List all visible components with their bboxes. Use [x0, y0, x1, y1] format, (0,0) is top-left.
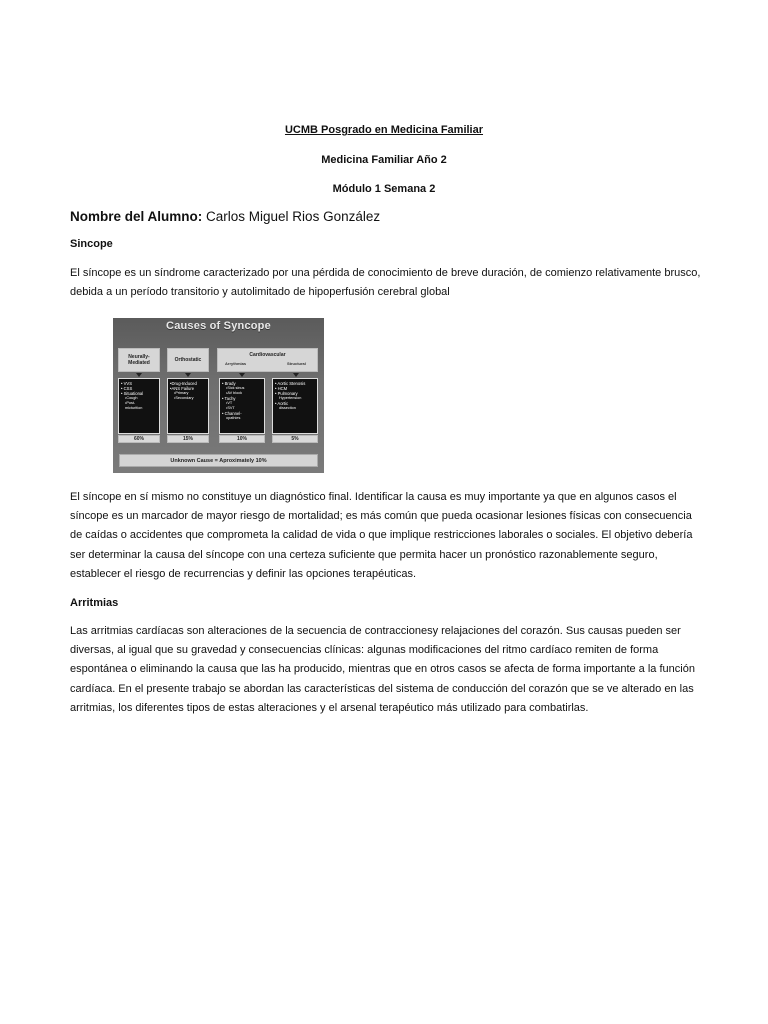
list-item: • Pulmonary [275, 391, 298, 396]
student-line [70, 209, 380, 224]
list-item: • Channel- [222, 411, 242, 416]
list-subitem: •Primary [174, 391, 189, 395]
percent-neurally-mediated: 60% [118, 435, 160, 443]
list-subitem: •SVT [226, 406, 235, 410]
arrythmias-box [219, 378, 265, 434]
percent-arrythmias: 10% [219, 435, 265, 443]
sincope-paragraph-1: El síncope es un síndrome caracterizado por una pérdida de conocimiento de breve duración, de comienzo relativamente brusco, debida a un período transitorio y autolimitado de hipoperfusión cerebral global [70, 267, 701, 299]
list-subitem: •Sick sinus [226, 386, 245, 390]
list-item: •Drug-Induced [170, 381, 197, 386]
arrow-down-icon [239, 373, 245, 377]
module-week: Módulo 1 Semana 2 [332, 183, 436, 195]
neurally-mediated-box [118, 378, 160, 434]
list-item: • Aortic [275, 401, 289, 406]
list-item: dissection [279, 406, 296, 410]
list-item: Hypertension [279, 396, 302, 400]
subheader-structural: Structural [287, 361, 306, 366]
list-item: • Brady [222, 381, 236, 386]
header-orthostatic: Orthostatic [167, 348, 209, 372]
structural-box [272, 378, 318, 434]
list-subitem: micturition [125, 406, 143, 410]
list-item: • CSS [121, 386, 133, 391]
list-item: •ANS Failure [170, 386, 195, 391]
causes-of-syncope-figure [113, 318, 324, 473]
unknown-cause-bar: Unknown Cause = Aproximately 10% [119, 454, 318, 467]
header-neurally-mediated: Neurally-Mediated [118, 348, 160, 372]
course-title: UCMB Posgrado en Medicina Familiar [284, 124, 484, 136]
orthostatic-box [167, 378, 209, 434]
percent-structural: 5% [272, 435, 318, 443]
list-item: • Tachy [222, 396, 236, 401]
subheader-arrythmias: Arrythmias [225, 361, 247, 366]
arrow-down-icon [136, 373, 142, 377]
section-heading-arritmias: Arritmias [70, 597, 119, 609]
cardiovascular-label: Cardiovascular [249, 352, 286, 358]
section-heading-sincope: Sincope [70, 238, 113, 250]
header-cardiovascular [217, 348, 318, 372]
course-year: Medicina Familiar Año 2 [321, 154, 447, 166]
list-subitem: •Post- [125, 401, 136, 405]
list-subitem: •VT [226, 401, 233, 405]
list-item: • Situational [121, 391, 144, 396]
list-subitem: •Cough [125, 396, 138, 400]
sincope-paragraph-2: El síncope en sí mismo no constituye un diagnóstico final. Identificar la causa es muy importante ya que en algunos casos el síncope es un marcador de mayor riesgo de mortalidad; es más común que pueda ocasionar lesiones físicas con consecuencia de caídas o accidentes que comprometa la calidad de vida o que implique restricciones laborales o sociales. El objetivo debería ser determinar la causa del síncope con una certeza suficiente que permita hacer un pronóstico razonablemente seguro, establecer el riesgo de recurrencias y definir las opciones terapéuticas. [70, 491, 693, 580]
arrow-down-icon [293, 373, 299, 377]
student-label: Nombre del Alumno: [70, 209, 203, 224]
arrow-down-icon [185, 373, 191, 377]
list-subitem: •Secondary [174, 396, 194, 400]
list-item: • VVS [121, 381, 133, 386]
list-item: opathies [226, 416, 241, 420]
list-item: • Aortic Stenosis [275, 381, 306, 386]
student-name: Carlos Miguel Rios González [206, 209, 381, 224]
list-subitem: •AV block [226, 391, 243, 395]
list-item: • HCM [275, 386, 288, 391]
percent-orthostatic: 15% [167, 435, 209, 443]
arritmias-paragraph: Las arritmias cardíacas son alteraciones de la secuencia de contraccionesy relajaciones del corazón. Sus causas pueden ser diversas, al igual que su gravedad y consecuencias clínicas: algunas modificaciones del ritmo cardíaco remiten de forma espontánea o eliminando la causa que las ha producido, mientras que en otros casos se afecta de forma importante a la función cardíaca. En el presente trabajo se abordan las características del sistema de conducción del corazón que se ve alterado en las arritmias, los diferentes tipos de estas alteraciones y el arsenal terapéutico más utilizado para combatirlas. [70, 625, 695, 714]
figure-title: Causes of Syncope [166, 320, 271, 332]
